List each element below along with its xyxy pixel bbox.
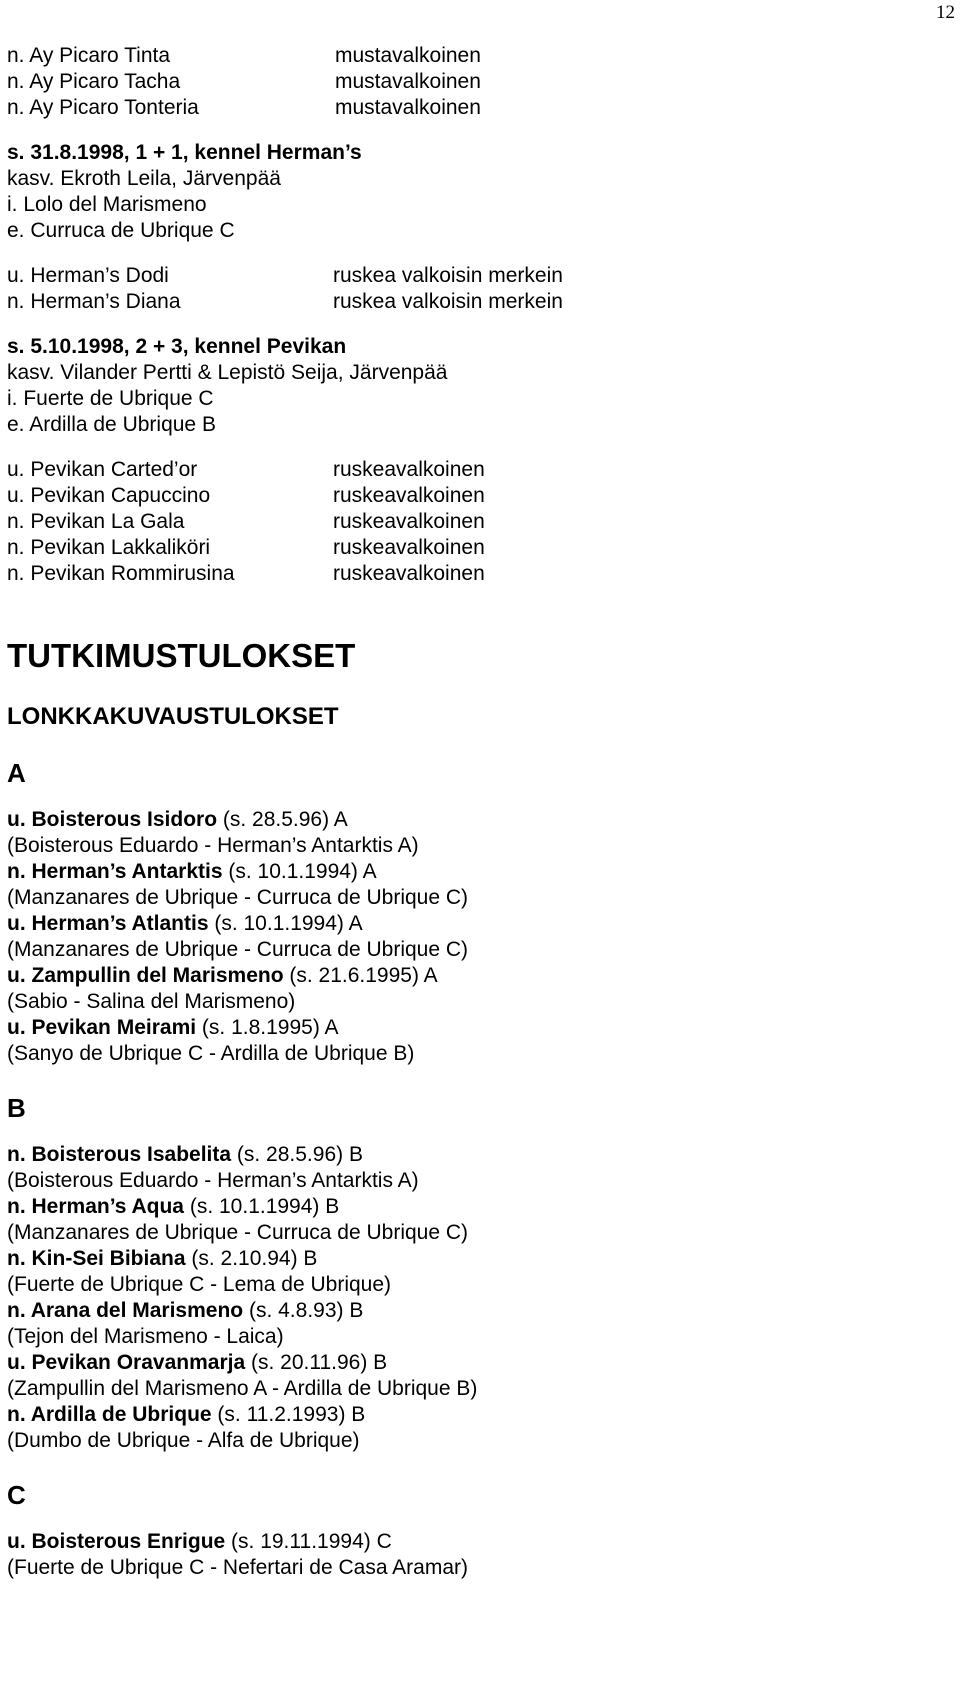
dog-line [7,859,937,885]
puppy-name: n. Pevikan Lakkaliköri [7,536,211,559]
dog-name: Pevikan Oravanmarja [31,1351,246,1374]
dog-line [7,1529,937,1555]
dog-name: Herman’s Aqua [31,1195,184,1218]
document-body [7,43,937,1581]
dog-sex-prefix: u. [7,1351,32,1374]
dog-sex-prefix: n. [7,860,32,883]
dog-entry [7,1529,937,1581]
dog-entry [7,911,937,963]
puppy-name: n. Pevikan La Gala [7,510,185,533]
litter-breeder: kasv. Vilander Pertti & Lepistö Seija, Järvenpää [7,361,448,384]
dog-parents: (Fuerte de Ubrique C - Nefertari de Casa Aramar) [7,1556,469,1579]
dog-line [7,1194,937,1220]
litter-header: s. 31.8.1998, 1 + 1, kennel Herman’s [7,141,362,164]
dog-birth-and-grade: (s. 19.11.1994) C [225,1530,392,1553]
puppy-color: ruskea valkoisin merkein [333,290,563,313]
puppy-color: ruskea valkoisin merkein [333,264,563,287]
dog-sex-prefix: u. [7,1530,32,1553]
dog-sex-prefix: n. [7,1247,32,1270]
puppy-row [7,43,937,69]
dog-name: Ardilla de Ubrique [30,1403,212,1426]
litter-1-puppies [7,43,937,121]
dog-birth-and-grade: (s. 28.5.96) A [217,808,348,831]
grade-entry-list [7,807,937,1067]
dog-entry [7,1402,937,1454]
dog-parents: (Zampullin del Marismeno A - Ardilla de Ubrique B) [7,1377,478,1400]
dog-birth-and-grade: (s. 21.6.1995) A [283,964,438,987]
puppy-row [7,289,937,315]
grade-heading: A [7,758,26,788]
grade-groups [7,758,937,1581]
puppy-color: mustavalkoinen [335,70,481,93]
puppy-color: ruskeavalkoinen [333,484,485,507]
puppy-name: n. Herman’s Diana [7,290,181,313]
puppy-color: mustavalkoinen [335,96,481,119]
litter-2-puppies [7,263,937,315]
dog-line [7,807,937,833]
litter-sire: i. Lolo del Marismeno [7,193,207,216]
dog-name: Kin-Sei Bibiana [31,1247,186,1270]
dog-parents: (Sanyo de Ubrique C - Ardilla de Ubrique B) [7,1042,415,1065]
dog-entry [7,1015,937,1067]
dog-birth-and-grade: (s. 28.5.96) B [231,1143,363,1166]
dog-entry [7,1350,937,1402]
puppy-row [7,509,937,535]
page-number: 12 [936,2,955,23]
dog-entry [7,1142,937,1194]
dog-parents: (Boisterous Eduardo - Herman’s Antarktis A) [7,1169,419,1192]
dog-entry [7,1194,937,1246]
grade-heading: C [7,1480,26,1510]
dog-parents: (Manzanares de Ubrique - Curruca de Ubrique C) [7,938,469,961]
dog-line [7,1298,937,1324]
dog-sex-prefix: u. [7,808,32,831]
dog-birth-and-grade: (s. 10.1.1994) A [222,860,377,883]
dog-name: Pevikan Meirami [31,1016,197,1039]
dog-parents: (Dumbo de Ubrique - Alfa de Ubrique) [7,1429,360,1452]
puppy-row [7,535,937,561]
puppy-name: n. Ay Picaro Tinta [7,44,171,67]
litter-sire: i. Fuerte de Ubrique C [7,387,214,410]
litter-2 [7,140,937,244]
puppy-name: u. Herman’s Dodi [7,264,169,287]
puppy-color: ruskeavalkoinen [333,562,485,585]
dog-name: Boisterous Isidoro [31,808,218,831]
puppy-name: u. Pevikan Capuccino [7,484,211,507]
dog-line [7,911,937,937]
grade-entry-list [7,1142,937,1454]
dog-sex-prefix: n. [7,1195,32,1218]
dog-line [7,1350,937,1376]
dog-line [7,1142,937,1168]
puppy-row [7,263,937,289]
dog-parents: (Manzanares de Ubrique - Curruca de Ubrique C) [7,1221,469,1244]
dog-birth-and-grade: (s. 1.8.1995) A [196,1016,339,1039]
puppy-name: n. Ay Picaro Tacha [7,70,181,93]
dog-line [7,963,937,989]
dog-parents: (Tejon del Marismeno - Laica) [7,1325,284,1348]
dog-name: Boisterous Enrigue [31,1530,226,1553]
dog-sex-prefix: u. [7,964,32,987]
dog-parents: (Manzanares de Ubrique - Curruca de Ubrique C) [7,886,469,909]
puppy-color: ruskeavalkoinen [333,536,485,559]
litter-3 [7,334,937,438]
dog-birth-and-grade: (s. 10.1.1994) A [208,912,363,935]
dog-entry [7,859,937,911]
grade-entry-list [7,1529,937,1581]
dog-name: Arana del Marismeno [30,1299,244,1322]
dog-line [7,1402,937,1428]
dog-line [7,1015,937,1041]
section-heading-main: TUTKIMUSTULOKSET [7,637,356,674]
puppy-row [7,95,937,121]
litter-header: s. 5.10.1998, 2 + 3, kennel Pevikan [7,335,347,358]
dog-entry [7,1246,937,1298]
dog-birth-and-grade: (s. 20.11.96) B [245,1351,388,1374]
dog-sex-prefix: n. [7,1143,32,1166]
puppy-color: ruskeavalkoinen [333,510,485,533]
dog-entry [7,1298,937,1350]
dog-name: Herman’s Antarktis [31,860,223,883]
dog-entry [7,807,937,859]
litter-3-puppies [7,457,937,587]
puppy-name: u. Pevikan Carted’or [7,458,198,481]
puppy-name: n. Ay Picaro Tonteria [7,96,199,119]
puppy-row [7,69,937,95]
dog-entry [7,963,937,1015]
dog-name: Zampullin del Marismeno [31,964,284,987]
dog-name: Boisterous Isabelita [31,1143,232,1166]
puppy-row [7,483,937,509]
dog-sex-prefix: u. [7,912,32,935]
puppy-name: n. Pevikan Rommirusina [7,562,235,585]
section-heading-sub: LONKKAKUVAUSTULOKSET [7,703,339,730]
litter-dam: e. Ardilla de Ubrique B [7,413,216,436]
litter-dam: e. Curruca de Ubrique C [7,219,235,242]
dog-birth-and-grade: (s. 10.1.1994) B [184,1195,340,1218]
puppy-row [7,561,937,587]
puppy-color: mustavalkoinen [335,44,481,67]
litter-breeder: kasv. Ekroth Leila, Järvenpää [7,167,281,190]
grade-heading: B [7,1093,26,1123]
dog-name: Herman’s Atlantis [31,912,209,935]
dog-line [7,1246,937,1272]
dog-sex-prefix: u. [7,1016,32,1039]
dog-sex-prefix: n. [7,1403,31,1426]
dog-sex-prefix: n. [7,1299,31,1322]
dog-birth-and-grade: (s. 4.8.93) B [243,1299,364,1322]
puppy-color: ruskeavalkoinen [333,458,485,481]
dog-parents: (Fuerte de Ubrique C - Lema de Ubrique) [7,1273,392,1296]
dog-birth-and-grade: (s. 11.2.1993) B [211,1403,366,1426]
dog-parents: (Boisterous Eduardo - Herman’s Antarktis A) [7,834,419,857]
dog-birth-and-grade: (s. 2.10.94) B [185,1247,318,1270]
dog-parents: (Sabio - Salina del Marismeno) [7,990,296,1013]
puppy-row [7,457,937,483]
